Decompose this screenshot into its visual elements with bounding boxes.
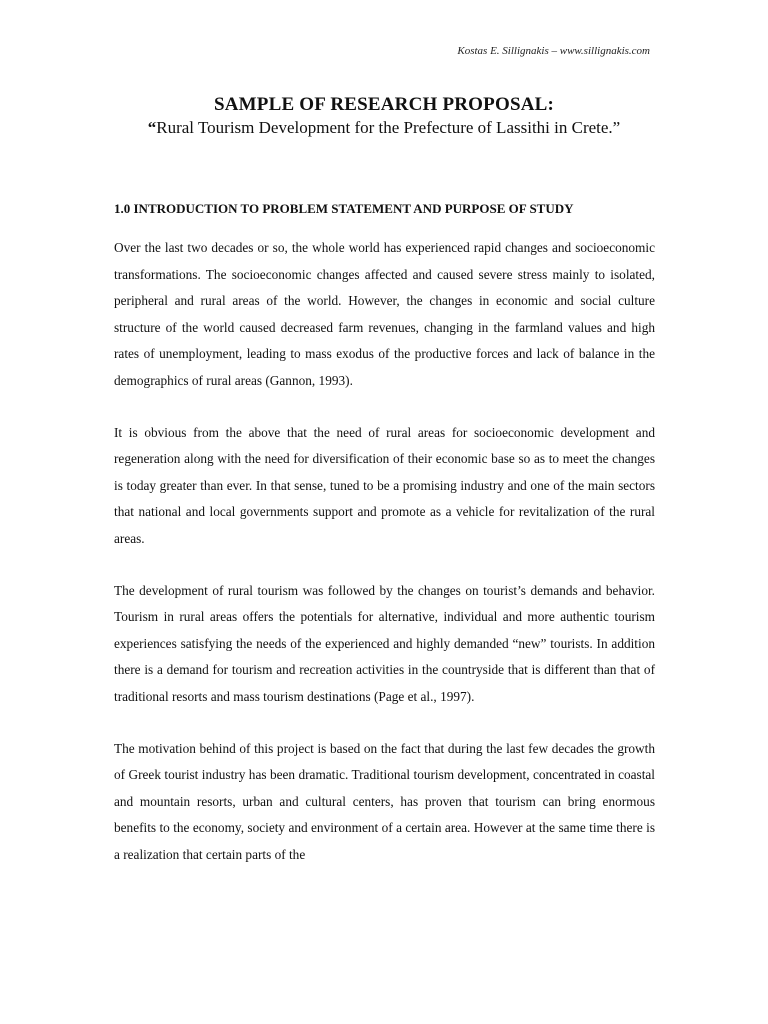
paragraph-4: The motivation behind of this project is based on the fact that during the last few decades the growth of Greek tourist industry has been dramatic. Traditional tourism development, concentrated in coastal and mountain resorts, urban and cultural centers, has proven that tourism can bring enormous benefits to the economy, society and environment of a certain area. However at the same time there is a realization that certain parts of the (114, 740, 655, 862)
running-header: Kostas E. Sillignakis – www.sillignakis.com (457, 45, 650, 57)
paragraph-2: It is obvious from the above that the need of rural areas for socioeconomic development and regeneration along with the need for diversification of their economic base so as to meet the changes is today greater than ever. In that sense, tuned to be a promising industry and one of the main sectors that national and local governments support and promote as a vehicle for revitalization of the rural areas. (114, 424, 655, 546)
document-title: SAMPLE OF RESEARCH PROPOSAL: (213, 94, 555, 115)
document-subtitle (0, 117, 768, 139)
paragraph-1: Over the last two decades or so, the whole world has experienced rapid changes and socioeconomic transformations. The socioeconomic changes affected and caused severe stress mainly to isolated, peripheral and rural areas of the world. However, the changes in economic and social culture structure of the world caused decreased farm revenues, changing in the farmland values and high rates of unemployment, leading to mass exodus of the productive forces and lack of balance in the demographics of rural areas (Gannon, 1993). (114, 240, 655, 388)
title-block (0, 93, 768, 139)
paragraph-3: The development of rural tourism was followed by the changes on tourist’s demands and behavior. Tourism in rural areas offers the potentials for alternative, individual and more authentic tourism experiences satisfying the needs of the experienced and highly demanded “new” tourists. In addition there is a demand for tourism and recreation activities in the countryside that is different than that of traditional resorts and mass tourism destinations (Page et al., 1997). (114, 582, 655, 704)
section-body (114, 235, 655, 893)
subtitle-open-quote: “ (147, 118, 157, 137)
subtitle-text: Rural Tourism Development for the Prefecture of Lassithi in Crete.” (156, 118, 621, 137)
section-heading: 1.0 INTRODUCTION TO PROBLEM STATEMENT AND PURPOSE OF STUDY (114, 201, 574, 216)
